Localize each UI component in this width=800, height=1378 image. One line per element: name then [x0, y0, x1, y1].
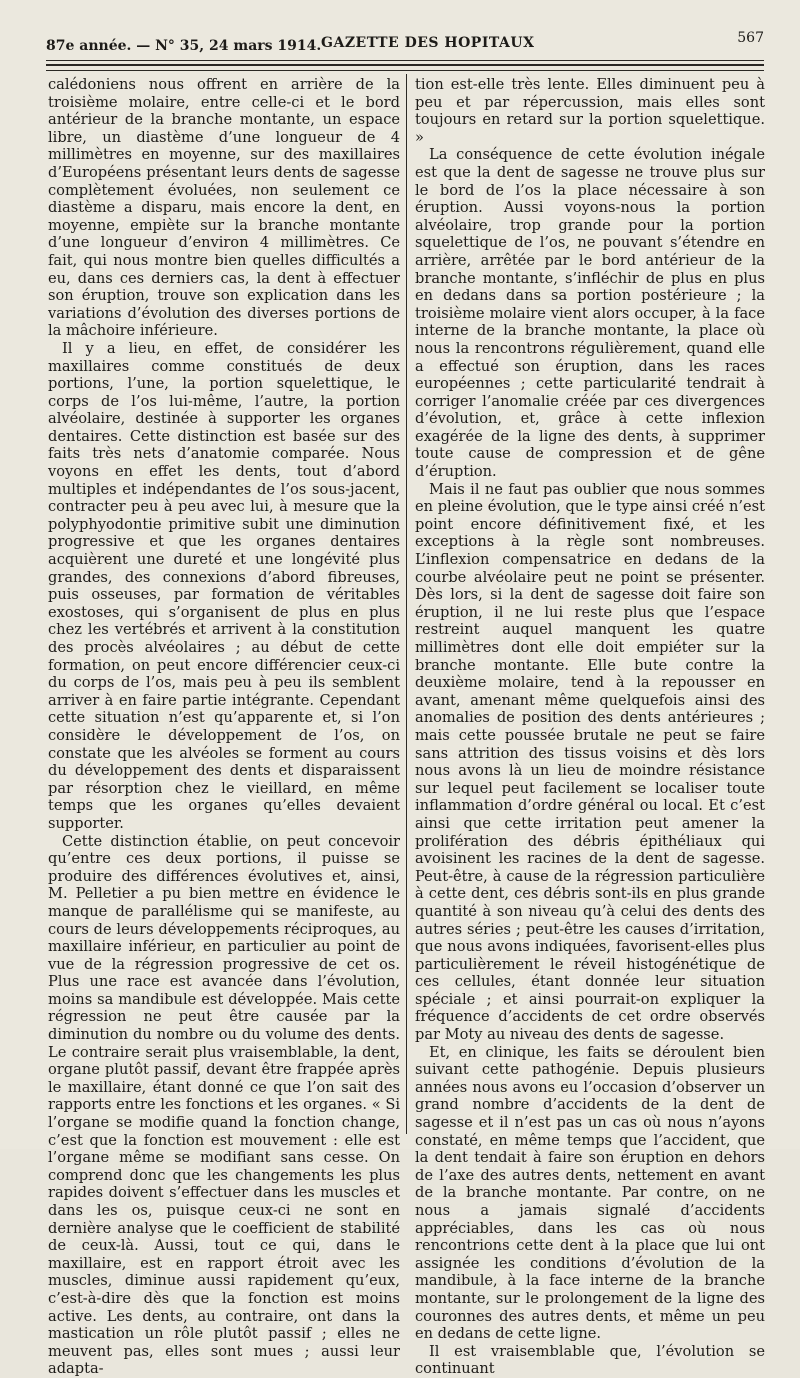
- header-rule-top: [46, 60, 764, 61]
- column-divider: [406, 74, 407, 1134]
- paragraph: La conséquence de cette évolution inégale est que la dent de sagesse ne trouve plus sur le bord de l’os la place nécessaire à son éruption. Aussi voyons-nous la portion alvéolaire, trop grande pour la portion squelettique de l’os, ne pouvant s’étendre en arrière, arrêtée par le bord antérieur de la branche montante, s’infléchir de plus en plus en dedans dans sa portion postérieure ; la troisième molaire vient alors occuper, à la face interne de la branche montante, la place où nous la rencontrons régulièrement, quand elle a effectué son éruption, dans les races européennes ; cette particularité tendrait à corriger l’anomalie créée par ces divergences d’évolution, et, grâce à cette inflexion exagérée de la ligne des dents, à supprimer toute cause de compression et de gêne d’éruption.: [415, 146, 765, 481]
- left-column: [48, 76, 400, 1378]
- paragraph: Cette distinction établie, on peut concevoir qu’entre ces deux portions, il puisse se produire des différences évolutives et, ainsi, M. Pelletier a pu bien mettre en évidence le manque de parallélisme qui se manifeste, au cours de leurs développements réciproques, au maxillaire inférieur, en particulier au point de vue de la régression progressive de cet os. Plus une race est avancée dans l’évolution, moins sa mandibule est développée. Mais cette régression ne peut être causée par la diminution du nombre ou du volume des dents. Le contraire serait plus vraisemblable, la dent, organe plutôt passif, devant être frappée après le maxillaire, étant donné ce que l’on sait des rapports entre les fonctions et les organes. « Si l’organe se modifie quand la fonction change, c’est que la fonction est mouvement : elle est l’organe même se modifiant sans cesse. On comprend donc que les changements les plus rapides doivent s’effectuer dans les muscles et dans les os, puisque ceux-ci ne sont en dernière analyse que le coefficient de stabilité de ceux-là. Aussi, tout ce qui, dans le maxillaire, est en rapport étroit avec les muscles, diminue aussi rapidement qu’eux, c’est-à-dire dès que la fonction est moins active. Les dents, au contraire, ont dans la mastication un rôle plutôt passif ; elles ne meuvent pas, elles sont mues ; aussi leur adapta-: [48, 832, 400, 1378]
- journal-title: GAZETTE DES HOPITAUX: [321, 35, 535, 51]
- paragraph: Il y a lieu, en effet, de considérer les maxillaires comme constitués de deux portions, l’une, la portion squelettique, le corps de l’os lui-même, l’autre, la portion alvéolaire, destinée à supporter les organes dentaires. Cette distinction est basée sur des faits très nets d’anatomie comparée. Nous voyons en effet les dents, tout d’abord multiples et indépendantes de l’os sous-jacent, contracter peu à peu avec lui, à mesure que la polyphyodontie primitive subit une diminution progressive et que les organes dentaires acquièrent une dureté et une longévité plus grandes, des connexions d’abord fibreuses, puis osseuses, par formation de véritables exostoses, qui s’organisent de plus en plus chez les vertébrés et arrivent à la constitution des procès alvéolaires ; au début de cette formation, on peut encore différencier ceux-ci du corps de l’os, mais peu à peu ils semblent arriver à en faire partie intégrante. Cependant cette situation n’est qu’apparente et, si l’on considère le développement de l’os, on constate que les alvéoles se forment au cours du développement des dents et disparaissent par résorption chez le vieillard, en même temps que les organes qu’elles devaient supporter.: [48, 339, 400, 832]
- paragraph: Mais il ne faut pas oublier que nous sommes en pleine évolution, que le type ainsi créé n’est point encore définitivement fixé, et les exceptions à la règle sont nombreuses. L’inflexion compensatrice en dedans de la courbe alvéolaire peut ne point se présenter. Dès lors, si la dent de sagesse doit faire son éruption, il ne lui reste plus que l’espace restreint auquel manquent les quatre millimètres dont elle doit empiéter sur la branche montante. Elle bute contre la deuxième molaire, tend à la repousser en avant, amenant même quelquefois ainsi des anomalies de position des dents antérieures ; mais cette poussée brutale ne peut se faire sans attrition des tissus voisins et dès lors nous avons là un lieu de moindre résistance sur lequel peut facilement se localiser toute inflammation d’ordre général ou local. Et c’est ainsi que cette irritation peut amener la prolifération des débris épithéliaux qui avoisinent les racines de la dent de sagesse. Peut-être, à cause de la régression particulière à cette dent, ces débris sont-ils en plus grande quantité à son niveau qu’à celui des dents des autres séries ; peut-être les causes d’irritation, que nous avons indiquées, favorisent-elles plus particulièrement le réveil histogénétique de ces cellules, étant donnée leur situation spéciale ; et ainsi pourrait-on expliquer la fréquence d’accidents de cet ordre observés par Moty au niveau des dents de sagesse.: [415, 480, 765, 1044]
- issue-info: 87e année. — N° 35, 24 mars 1914.: [46, 38, 322, 54]
- page-header: [46, 30, 764, 56]
- page-number: 567: [737, 30, 764, 46]
- paragraph: tion est-elle très lente. Elles diminuent peu à peu et par répercussion, mais elles sont toujours en retard sur la portion squelettique. »: [415, 76, 765, 146]
- header-rule-bottom: [46, 70, 764, 71]
- header-rule-middle: [46, 64, 764, 66]
- paragraph: Et, en clinique, les faits se déroulent bien suivant cette pathogénie. Depuis plusieurs années nous avons eu l’occasion d’observer un grand nombre d’accidents de la dent de sagesse et il n’est pas un cas où nous n’ayons constaté, en même temps que l’accident, que la dent tendait à faire son éruption en dehors de l’axe des autres dents, nettement en avant de la branche montante. Par contre, on ne nous a jamais signalé d’accidents appréciables, dans les cas où nous rencontrions cette dent à la place que lui ont assignée les conditions d’évolution de la mandibule, à la face interne de la branche montante, sur le prolongement de la ligne des couronnes des autres dents, et même un peu en dedans de cette ligne.: [415, 1043, 765, 1343]
- paragraph: calédoniens nous offrent en arrière de la troisième molaire, entre celle-ci et le bord antérieur de la branche montante, un espace libre, un diastème d’une longueur de 4 millimètres en moyenne, sur des maxillaires d’Européens présentant leurs dents de sagesse complètement évoluées, non seulement ce diastème a disparu, mais encore la dent, en moyenne, empiète sur la branche montante d’une longueur d’environ 4 millimètres. Ce fait, qui nous montre bien quelles difficultés a eu, dans ces derniers cas, la dent à effectuer son éruption, trouve son explication dans les variations d’évolution des diverses portions de la mâchoire inférieure.: [48, 76, 400, 340]
- right-column: [415, 76, 765, 1378]
- paragraph: Il est vraisemblable que, l’évolution se continuant: [415, 1342, 765, 1378]
